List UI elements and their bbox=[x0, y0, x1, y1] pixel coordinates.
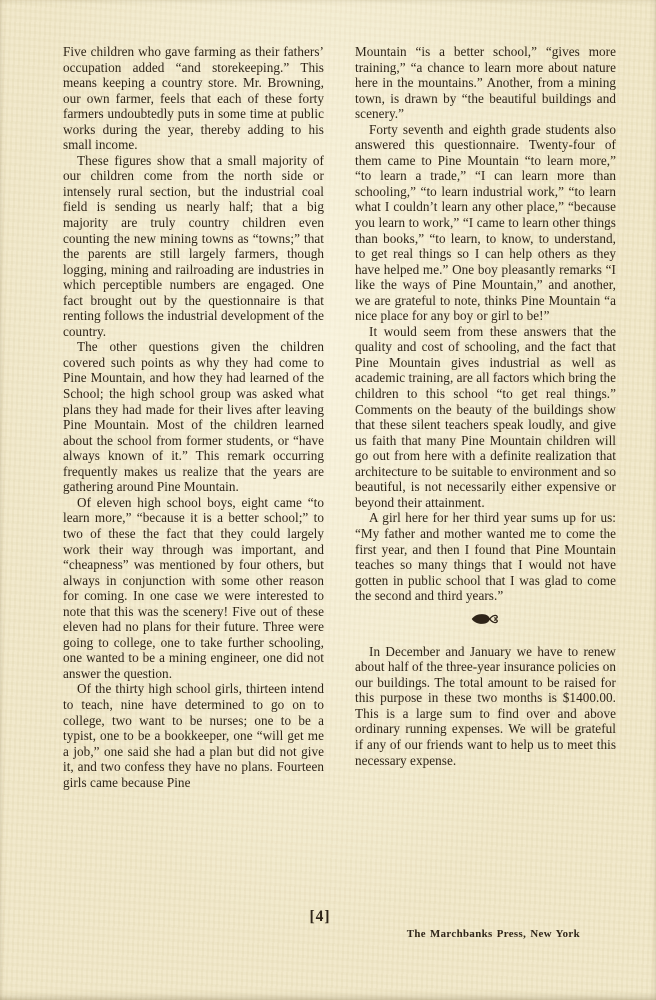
paragraph: Forty seventh and eighth grade students also answered this questionnaire. Twenty-four of them came to Pine Mountain “to learn more,” “to learn a trade,” “I can learn more than schooling,” “to learn industrial work,” “to learn what I couldn’t learn any other place,” “because you learn to work,” “I came to learn other things than books,” “to learn, to know, to understand, to get real things so I can help others as they have helped me.” One boy pleasantly remarks “I like the ways of Pine Mountain,” and another, we are grateful to note, thinks Pine Mountain “a nice place for any boy or girl to be!” bbox=[355, 121, 616, 324]
paragraph: The other questions given the children covered such points as why they had come to Pine Mountain, and how they had learned of the School; the high school group was asked what plans they had made for their lives after leaving Pine Mountain. Most of the children learned about the school from former students, or “have always known of it.” This remark occurring frequently makes us realize that the years are gathering around Pine Mountain. bbox=[63, 339, 324, 495]
paragraph: It would seem from these answers that the quality and cost of schooling, and the fact that Pine Mountain gives industrial as well as academic training, are all factors which bring the children to this school “to get real things.” Comments on the beauty of the buildings show that these silent teachers speak loudly, and give us faith that many Pine Mountain children will go out from here with a definite realization that architecture to be suitable to environment and so beautiful, is not necessarily either expensive or beyond their attainment. bbox=[355, 323, 617, 510]
paragraph: Of the thirty high school girls, thirteen intend to teach, nine have determined to go on to college, two want to be nurses; one to be a typist, one to be a bookkeeper, one “will get me a job,” one said she had a plan but did not give it, and two confess they have no plans. Fourteen girls came because Pine bbox=[63, 681, 324, 790]
left-column bbox=[63, 44, 324, 790]
page-number: [4] bbox=[309, 908, 331, 925]
paragraph: A girl here for her third year sums up for us: “My father and mother wanted me to come the first year, and then I found that Pine Mountain teaches so many things that I would not have gotten in public school that I was glad to come the second and third years.” bbox=[355, 510, 616, 604]
paragraph: Mountain “is a better school,” “gives more training,” “a chance to learn more about nature here in the mountains.” Another, from a mining town, is drawn by “the beautiful buildings and scenery.” bbox=[355, 44, 616, 122]
paragraph: Of eleven high school boys, eight came “to learn more,” “because it is a better school;” to two of these the fact that they could largely work their way through was important, and “cheapness” was mentioned by four others, but always in conjunction with some other reason for coming. In one case we were interested to note that this was the scenery! Five out of these eleven had no plans for their future. Three were going to college, one to take further schooling, one wanted to be a mining engineer, one did not answer the question. bbox=[63, 494, 324, 681]
fleuron-ornament-icon bbox=[355, 611, 616, 625]
paragraph: Five children who gave farming as their fathers’ occupation added “and storekeeping.” This means keeping a country store. Mr. Browning, our own farmer, feels that each of these forty farmers undoubtedly puts in some time at public works during the year, thereby adding to his small income. bbox=[63, 44, 324, 153]
printer-imprint: The Marchbanks Press, New York bbox=[406, 928, 580, 940]
paragraph: In December and January we have to renew about half of the three-year insurance policies on our buildings. The total amount to be raised for this purpose in these two months is $1400.00. This is a large sum to find over and above ordinary running expenses. We will be grateful if any of our friends want to help us to meet this necessary expense. bbox=[355, 643, 616, 768]
right-column bbox=[355, 44, 616, 768]
paragraph: These figures show that a small majority of our children come from the north side or intensely rural section, but the industrial coal field is sending us nearly half; that a big majority are truly country children even counting the new mining towns as “towns;” that the parents are still largely farmers, though logging, mining and railroading are industries in which perceptible numbers are engaged. One fact brought out by the questionnaire is that renting follows the industrial development of the country. bbox=[63, 152, 324, 339]
